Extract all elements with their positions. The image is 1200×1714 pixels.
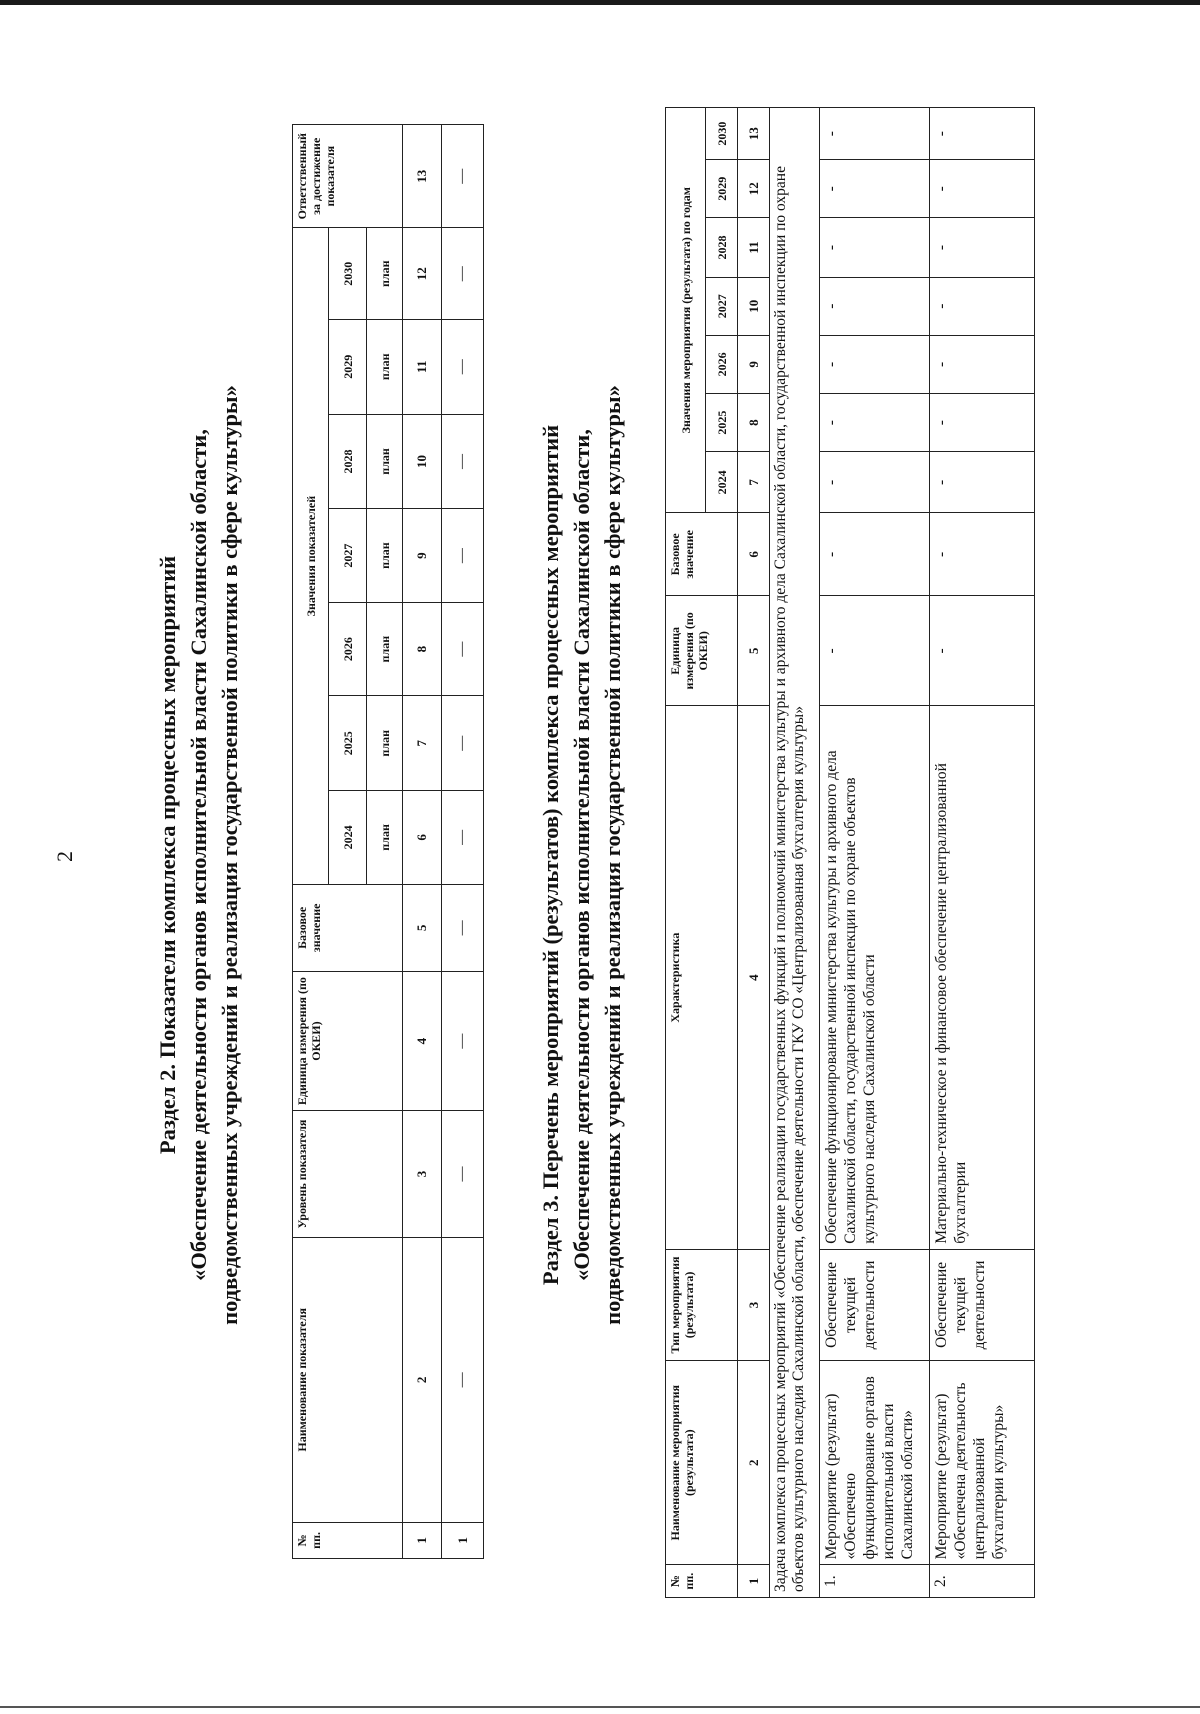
indicators-table [292, 124, 484, 1559]
col-number: 6 [738, 513, 770, 596]
col-number: 13 [403, 125, 442, 228]
page-number: 2 [52, 851, 77, 862]
cell-value: — [442, 696, 484, 791]
year-2030: 2030 [329, 228, 367, 319]
header-num: № пп. [293, 1522, 403, 1558]
section2-title-line-1: Раздел 2. Показатели комплекса процессных мероприятий [155, 555, 180, 1155]
activity-unit: - [820, 596, 930, 706]
plan-label: план [367, 696, 403, 791]
section3-title-line-2: «Обеспечение деятельности органов исполнительной власти Сахалинской области, [569, 429, 594, 1281]
col-number: 11 [403, 319, 442, 414]
section2-heading [152, 55, 245, 1655]
year-2026: 2026 [329, 602, 367, 696]
plan-label: план [367, 414, 403, 509]
activity-name: Мероприятие (результат) «Обеспечена деятельность централизованной бухгалтерии культуры» [930, 1361, 1035, 1565]
value-2026: - [820, 335, 930, 393]
cell-value: — [442, 1111, 484, 1238]
task-description: Задача комплекса процессных мероприятий «Обеспечение реализации государственных функций и полномочий министерства культуры и архивного дела Сахалинской области, государственной инспекции по охране объектов культурного наследия Сахалинской области, обеспечение деятельности ГКУ СО «Централизованная бухгалтерия культуры» [770, 108, 820, 1598]
row-index: 1 [442, 1522, 484, 1558]
cell-value: — [442, 1237, 484, 1522]
header-activity-type: Тип мероприятия (результата) [666, 1249, 738, 1360]
cell-value: — [442, 414, 484, 509]
header-activity-name: Наименование мероприятия (результата) [666, 1361, 738, 1565]
header-responsible: Ответственный за достижение показателя [293, 125, 403, 228]
value-2027: - [930, 277, 1035, 335]
year-2029: 2029 [706, 160, 738, 218]
row-index: 1. [820, 1565, 930, 1598]
plan-label: план [367, 319, 403, 414]
scan-edge-top [0, 0, 1200, 5]
value-2024: - [820, 452, 930, 513]
table-row [820, 108, 930, 1598]
col-number: 3 [738, 1249, 770, 1360]
cell-value: — [442, 319, 484, 414]
activity-characteristic: Обеспечение функционирование министерства культуры и архивного дела Сахалинской области, государственной инспекции по охране объектов культурного наследия Сахалинской области [820, 706, 930, 1249]
year-2027: 2027 [329, 509, 367, 603]
year-2024: 2024 [329, 791, 367, 885]
value-2025: - [820, 394, 930, 452]
activity-base: - [820, 513, 930, 596]
section2-title-line-3: подведомственных учреждений и реализация государственной политики в сфере культуры» [217, 385, 242, 1325]
section3-title-line-1: Раздел 3. Перечень мероприятий (результатов) комплекса процессных мероприятий [538, 424, 563, 1286]
col-number: 1 [403, 1522, 442, 1558]
cell-value: — [442, 884, 484, 971]
value-2029: - [930, 160, 1035, 218]
cell-value: — [442, 971, 484, 1110]
value-2025: - [930, 394, 1035, 452]
header-unit: Единица измерения (по ОКЕИ) [293, 971, 403, 1110]
header-level: Уровень показателя [293, 1111, 403, 1238]
row-index: 2. [930, 1565, 1035, 1598]
plan-label: план [367, 509, 403, 603]
header-values: Значения показателей [293, 228, 329, 884]
value-2029: - [820, 160, 930, 218]
value-2028: - [820, 218, 930, 277]
plan-label: план [367, 228, 403, 319]
plan-label: план [367, 791, 403, 885]
col-number: 9 [403, 509, 442, 603]
col-number: 3 [403, 1111, 442, 1238]
column-number-row [403, 125, 442, 1559]
col-number: 7 [403, 696, 442, 791]
activity-base: - [930, 513, 1035, 596]
activity-characteristic: Материально-техническое и финансовое обеспечение централизованной бухгалтерии [930, 706, 1035, 1249]
header-unit: Единица измерения (по ОКЕИ) [666, 596, 738, 706]
year-2025: 2025 [706, 394, 738, 452]
year-2027: 2027 [706, 277, 738, 335]
header-indicator-name: Наименование показателя [293, 1237, 403, 1522]
section3-heading [535, 55, 628, 1655]
activities-table [665, 107, 1035, 1598]
col-number: 8 [403, 602, 442, 696]
col-number: 5 [403, 884, 442, 971]
cell-value: — [442, 125, 484, 228]
col-number: 11 [738, 218, 770, 277]
value-2030: - [930, 108, 1035, 160]
rotated-page-content [0, 55, 1100, 1655]
cell-value: — [442, 228, 484, 319]
year-2026: 2026 [706, 335, 738, 393]
year-2030: 2030 [706, 108, 738, 160]
col-number: 5 [738, 596, 770, 706]
column-number-row [738, 108, 770, 1598]
cell-value: — [442, 509, 484, 603]
header-base: Базовое значение [293, 884, 403, 971]
value-2024: - [930, 452, 1035, 513]
scan-edge-bottom [0, 1706, 1200, 1708]
col-number: 13 [738, 108, 770, 160]
col-number: 7 [738, 452, 770, 513]
value-2030: - [820, 108, 930, 160]
col-number: 4 [403, 971, 442, 1110]
activity-type: Обеспечение текущей деятельности [820, 1249, 930, 1360]
header-base: Базовое значение [666, 513, 738, 596]
header-characteristic: Характеристика [666, 706, 738, 1249]
col-number: 12 [403, 228, 442, 319]
col-number: 4 [738, 706, 770, 1249]
table-row [442, 125, 484, 1559]
cell-value: — [442, 791, 484, 885]
col-number: 9 [738, 335, 770, 393]
col-number: 10 [738, 277, 770, 335]
activity-type: Обеспечение текущей деятельности [930, 1249, 1035, 1360]
year-2028: 2028 [706, 218, 738, 277]
year-2024: 2024 [706, 452, 738, 513]
col-number: 2 [738, 1361, 770, 1565]
section3-title-line-3: подведомственных учреждений и реализация государственной политики в сфере культуры» [600, 385, 625, 1325]
table-row [930, 108, 1035, 1598]
year-2028: 2028 [329, 414, 367, 509]
activity-name: Мероприятие (результат) «Обеспечено функционирование органов исполнительной власти Сахалинской области» [820, 1361, 930, 1565]
header-values-by-year: Значения мероприятия (результата) по годам [666, 108, 706, 513]
year-2029: 2029 [329, 319, 367, 414]
col-number: 1 [738, 1565, 770, 1598]
task-row [770, 108, 820, 1598]
plan-label: план [367, 602, 403, 696]
col-number: 12 [738, 160, 770, 218]
value-2027: - [820, 277, 930, 335]
col-number: 8 [738, 394, 770, 452]
section2-title-line-2: «Обеспечение деятельности органов исполнительной власти Сахалинской области, [186, 429, 211, 1281]
value-2026: - [930, 335, 1035, 393]
year-2025: 2025 [329, 696, 367, 791]
header-num: № пп. [666, 1565, 738, 1598]
activity-unit: - [930, 596, 1035, 706]
col-number: 6 [403, 791, 442, 885]
col-number: 10 [403, 414, 442, 509]
col-number: 2 [403, 1237, 442, 1522]
value-2028: - [930, 218, 1035, 277]
cell-value: — [442, 602, 484, 696]
